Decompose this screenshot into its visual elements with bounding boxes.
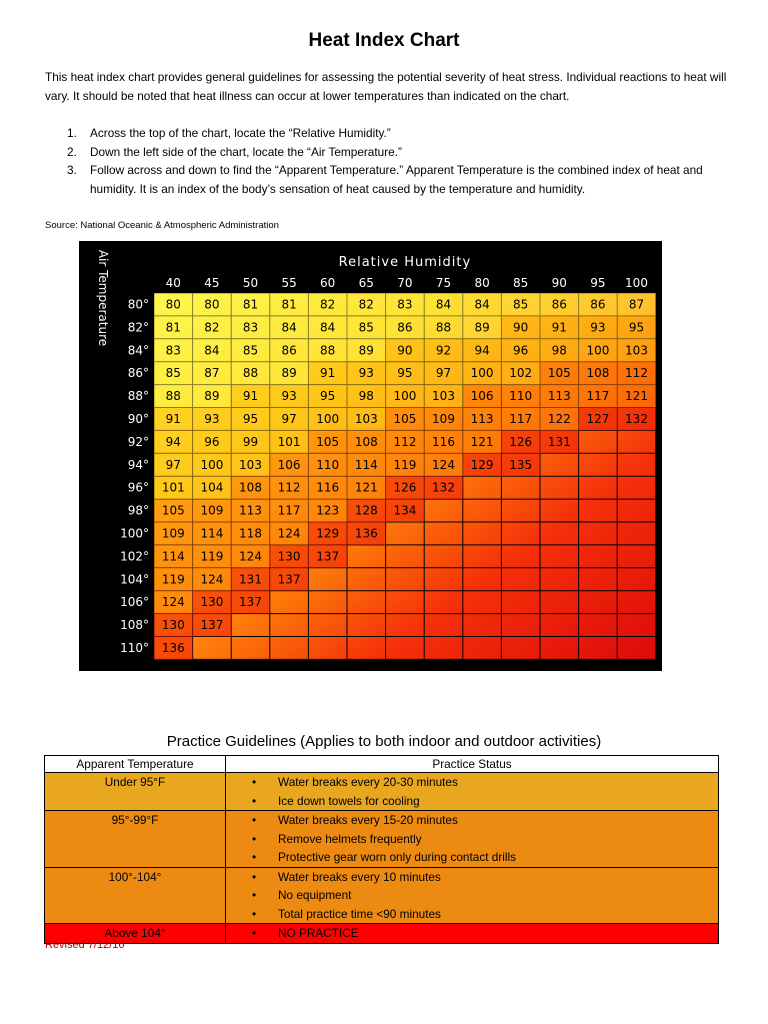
heat-index-value: 112 <box>625 366 648 381</box>
heat-index-value: 88 <box>165 389 181 404</box>
heat-index-value: 124 <box>239 549 262 564</box>
status-item: • Water breaks every 20-30 minutes <box>226 773 718 792</box>
heat-index-value: 121 <box>625 389 648 404</box>
heat-index-value: 109 <box>200 503 224 518</box>
heat-index-value: 113 <box>547 389 571 404</box>
heat-index-value: 135 <box>509 457 533 472</box>
temperature-tick-label: 94° <box>127 457 149 472</box>
status-cell <box>226 924 719 944</box>
temperature-tick-label: 108° <box>120 618 149 633</box>
heat-index-value: 121 <box>470 434 494 449</box>
status-item: • Protective gear worn only during contact drills <box>226 848 718 867</box>
heat-index-value: 112 <box>277 480 301 495</box>
heat-index-value: 128 <box>354 503 378 518</box>
heat-index-value: 85 <box>165 366 181 381</box>
heat-index-value: 91 <box>242 389 259 404</box>
heat-index-value: 97 <box>281 411 297 426</box>
heat-index-value: 110 <box>509 389 533 404</box>
temperature-tick-label: 84° <box>127 343 149 358</box>
heat-index-value: 100 <box>393 389 417 404</box>
temperature-tick-label: 90° <box>127 411 149 426</box>
heat-index-value: 89 <box>358 343 374 358</box>
heat-index-value: 105 <box>161 503 185 518</box>
heat-index-value: 91 <box>165 411 181 426</box>
source-citation: Source: National Oceanic & Atmospheric Administration <box>45 220 279 231</box>
status-item: • No equipment <box>226 886 718 905</box>
heat-index-value: 84 <box>320 320 336 335</box>
temperature-tick-label: 110° <box>120 640 149 655</box>
heat-index-value: 124 <box>200 572 224 587</box>
status-cell <box>226 867 719 924</box>
status-item: • Water breaks every 15-20 minutes <box>226 811 718 830</box>
heat-index-chart <box>79 241 662 671</box>
heat-index-value: 114 <box>161 549 185 564</box>
heat-index-value: 108 <box>354 434 378 449</box>
heat-index-value: 132 <box>432 480 455 495</box>
temperature-tick-label: 96° <box>127 480 149 495</box>
heat-index-value: 103 <box>625 343 648 358</box>
step-text: Follow across and down to find the “Apparent Temperature.” Apparent Temperature is the combined index of heat and humidity. It is an index of the body’s sensation of heat caused by the temperature and humidity. <box>90 163 703 196</box>
y-axis-label: Air Temperature <box>96 249 110 347</box>
humidity-tick-label: 65 <box>358 276 374 290</box>
temperature-tick-label: 106° <box>120 595 149 610</box>
heat-index-value: 84 <box>474 297 490 312</box>
heat-index-value: 86 <box>281 343 297 358</box>
temperature-tick-label: 102° <box>120 549 149 564</box>
heat-index-value: 97 <box>435 366 452 381</box>
instruction-step <box>45 143 735 162</box>
heat-index-value: 81 <box>281 297 297 312</box>
heat-index-value: 126 <box>509 434 533 449</box>
heat-index-value: 127 <box>586 411 610 426</box>
header-practice-status: Practice Status <box>226 756 719 773</box>
heat-index-value: 96 <box>513 343 529 358</box>
revised-date: Revised 7/12/16 <box>45 939 125 951</box>
intro-paragraph: This heat index chart provides general guidelines for assessing the potential severity of heat stress. Individual reactions to heat will vary. It should be noted that heat illness can occur at lower temperatures than indicated on the chart. <box>45 70 727 103</box>
heat-index-value: 84 <box>204 343 220 358</box>
status-item: • NO PRACTICE <box>226 924 718 943</box>
heat-index-value: 82 <box>320 297 336 312</box>
heat-index-value: 93 <box>204 411 220 426</box>
heat-index-value: 89 <box>281 366 297 381</box>
temperature-tick-label: 100° <box>120 526 149 541</box>
heat-index-value: 121 <box>354 480 378 495</box>
heat-index-value: 80 <box>165 297 181 312</box>
temperature-tick-label: 104° <box>120 572 149 587</box>
heat-index-value: 95 <box>242 411 259 426</box>
heat-index-value: 114 <box>200 526 224 541</box>
heat-index-value: 129 <box>470 457 494 472</box>
humidity-tick-label: 95 <box>590 276 606 290</box>
heat-index-value: 90 <box>397 343 413 358</box>
heat-index-value: 113 <box>239 503 262 518</box>
heat-index-value: 109 <box>161 526 185 541</box>
heat-index-value: 134 <box>393 503 417 518</box>
chart-title: Relative Humidity <box>338 255 472 270</box>
status-item: • Ice down towels for cooling <box>226 792 718 811</box>
header-apparent-temperature: Apparent Temperature <box>45 756 226 773</box>
heat-index-value: 83 <box>242 320 259 335</box>
heat-index-value: 102 <box>509 366 533 381</box>
table-row <box>45 867 719 924</box>
heat-index-value: 86 <box>397 320 413 335</box>
status-item: • Total practice time <90 minutes <box>226 905 718 924</box>
temperature-tick-label: 98° <box>127 503 149 518</box>
heat-index-value: 95 <box>397 366 413 381</box>
heat-index-value: 89 <box>474 320 490 335</box>
heat-index-value: 108 <box>586 366 610 381</box>
heat-index-value: 106 <box>277 457 301 472</box>
step-number: 1. <box>67 126 77 140</box>
heat-index-value: 88 <box>320 343 336 358</box>
heat-index-value: 81 <box>242 297 259 312</box>
heat-index-value: 119 <box>200 549 224 564</box>
step-number: 2. <box>67 144 77 159</box>
heat-index-value: 92 <box>435 343 452 358</box>
heat-index-value: 130 <box>161 618 185 633</box>
heat-index-value: 117 <box>277 503 301 518</box>
heat-index-value: 100 <box>316 411 340 426</box>
heat-index-value: 98 <box>551 343 567 358</box>
heat-index-value: 112 <box>393 434 417 449</box>
temperature-tick-label: 82° <box>127 320 149 335</box>
heat-index-value: 137 <box>316 549 340 564</box>
heat-index-value: 106 <box>470 389 494 404</box>
heat-index-value: 103 <box>432 389 455 404</box>
heat-index-value: 136 <box>161 640 185 655</box>
heat-index-value: 105 <box>547 366 571 381</box>
heat-index-value: 103 <box>354 411 378 426</box>
heat-index-value: 82 <box>204 320 220 335</box>
heat-index-value: 93 <box>281 389 297 404</box>
heat-index-value: 101 <box>277 434 301 449</box>
humidity-tick-label: 90 <box>551 276 567 290</box>
instruction-list <box>45 124 735 198</box>
heat-index-value: 98 <box>358 389 374 404</box>
heat-index-value: 86 <box>590 297 606 312</box>
heat-index-value: 137 <box>277 572 301 587</box>
page-title: Heat Index Chart <box>308 30 460 51</box>
heat-index-value: 117 <box>509 411 533 426</box>
heat-index-value: 88 <box>435 320 452 335</box>
heat-index-value: 124 <box>161 595 185 610</box>
heat-index-value: 131 <box>547 434 571 449</box>
table-row <box>45 773 719 811</box>
heat-index-value: 130 <box>200 595 224 610</box>
instruction-step <box>45 124 735 143</box>
heat-index-value: 84 <box>435 297 452 312</box>
temperature-tick-label: 88° <box>127 389 149 404</box>
table-header-row <box>45 756 719 773</box>
temperature-tick-label: 80° <box>127 297 149 312</box>
heat-index-value: 100 <box>200 457 224 472</box>
humidity-tick-label: 55 <box>281 276 297 290</box>
heat-index-value: 103 <box>239 457 262 472</box>
heat-index-value: 116 <box>432 434 455 449</box>
temperature-range: 95°-99°F <box>45 811 226 868</box>
table-row <box>45 811 719 868</box>
heat-index-value: 87 <box>204 366 220 381</box>
heat-index-value: 124 <box>432 457 455 472</box>
instruction-step <box>45 161 735 198</box>
humidity-tick-label: 50 <box>242 276 259 290</box>
heat-index-value: 83 <box>165 343 181 358</box>
heat-index-value: 87 <box>628 297 645 312</box>
heat-index-value: 96 <box>204 434 220 449</box>
heat-index-value: 136 <box>354 526 378 541</box>
heat-index-value: 85 <box>242 343 259 358</box>
heat-index-value: 85 <box>358 320 374 335</box>
heat-index-value: 122 <box>547 411 571 426</box>
heat-index-value: 93 <box>358 366 374 381</box>
humidity-tick-label: 70 <box>397 276 413 290</box>
step-text: Down the left side of the chart, locate the “Air Temperature.” <box>90 144 402 159</box>
humidity-tick-label: 60 <box>320 276 336 290</box>
humidity-tick-label: 85 <box>513 276 529 290</box>
heat-index-value: 110 <box>316 457 340 472</box>
heat-index-value: 137 <box>200 618 224 633</box>
heat-index-value: 101 <box>161 480 185 495</box>
heat-index-value: 116 <box>316 480 340 495</box>
heat-index-value: 104 <box>200 480 224 495</box>
heat-index-value: 84 <box>281 320 297 335</box>
heat-index-value: 80 <box>204 297 220 312</box>
temperature-tick-label: 86° <box>127 366 149 381</box>
heat-index-value: 85 <box>513 297 529 312</box>
humidity-tick-label: 40 <box>165 276 181 290</box>
practice-guidelines-table <box>44 755 719 944</box>
heat-index-value: 95 <box>628 320 645 335</box>
heat-index-value: 118 <box>239 526 262 541</box>
temperature-range: Under 95°F <box>45 773 226 811</box>
humidity-tick-label: 75 <box>435 276 452 290</box>
heat-index-value: 130 <box>277 549 301 564</box>
heat-index-value: 114 <box>354 457 378 472</box>
heat-index-value: 108 <box>239 480 262 495</box>
heat-index-value: 123 <box>316 503 340 518</box>
status-cell <box>226 811 719 868</box>
heat-index-value: 119 <box>161 572 185 587</box>
temperature-range: Above 104° <box>45 924 226 944</box>
heat-index-value: 105 <box>393 411 417 426</box>
heat-index-value: 137 <box>239 595 262 610</box>
heat-index-value: 109 <box>432 411 455 426</box>
heat-index-value: 88 <box>242 366 259 381</box>
heat-index-value: 97 <box>165 457 181 472</box>
heat-index-value: 91 <box>551 320 567 335</box>
heat-index-value: 95 <box>320 389 336 404</box>
step-text: Across the top of the chart, locate the “Relative Humidity.” <box>90 126 391 140</box>
heat-index-value: 86 <box>551 297 567 312</box>
heat-index-value: 113 <box>470 411 494 426</box>
heat-index-value: 105 <box>316 434 340 449</box>
heat-index-value: 90 <box>513 320 529 335</box>
heat-index-value: 131 <box>239 572 262 587</box>
heat-index-value: 93 <box>590 320 606 335</box>
heat-index-value: 124 <box>277 526 301 541</box>
heat-index-svg <box>79 241 662 671</box>
heat-index-value: 81 <box>165 320 181 335</box>
temperature-range: 100°-104° <box>45 867 226 924</box>
heat-index-value: 132 <box>625 411 648 426</box>
humidity-tick-label: 100 <box>625 276 648 290</box>
heat-index-value: 119 <box>393 457 417 472</box>
heat-index-value: 91 <box>320 366 336 381</box>
table-row <box>45 924 719 944</box>
heat-index-value: 94 <box>474 343 490 358</box>
practice-guidelines-title: Practice Guidelines (Applies to both indoor and outdoor activities) <box>166 733 602 750</box>
status-item: • Water breaks every 10 minutes <box>226 868 718 887</box>
temperature-tick-label: 92° <box>127 434 149 449</box>
humidity-tick-label: 80 <box>474 276 490 290</box>
heat-index-value: 126 <box>393 480 417 495</box>
heat-index-value: 117 <box>586 389 610 404</box>
heat-index-value: 82 <box>358 297 374 312</box>
heat-index-value: 89 <box>204 389 220 404</box>
heat-index-value: 94 <box>165 434 181 449</box>
heat-index-value: 100 <box>586 343 610 358</box>
humidity-tick-label: 45 <box>204 276 220 290</box>
heat-index-value: 83 <box>397 297 413 312</box>
heat-index-value: 99 <box>242 434 259 449</box>
status-item: • Remove helmets frequently <box>226 830 718 849</box>
step-number: 3. <box>67 163 77 177</box>
heat-index-value: 129 <box>316 526 340 541</box>
status-cell <box>226 773 719 811</box>
heat-index-value: 100 <box>470 366 494 381</box>
